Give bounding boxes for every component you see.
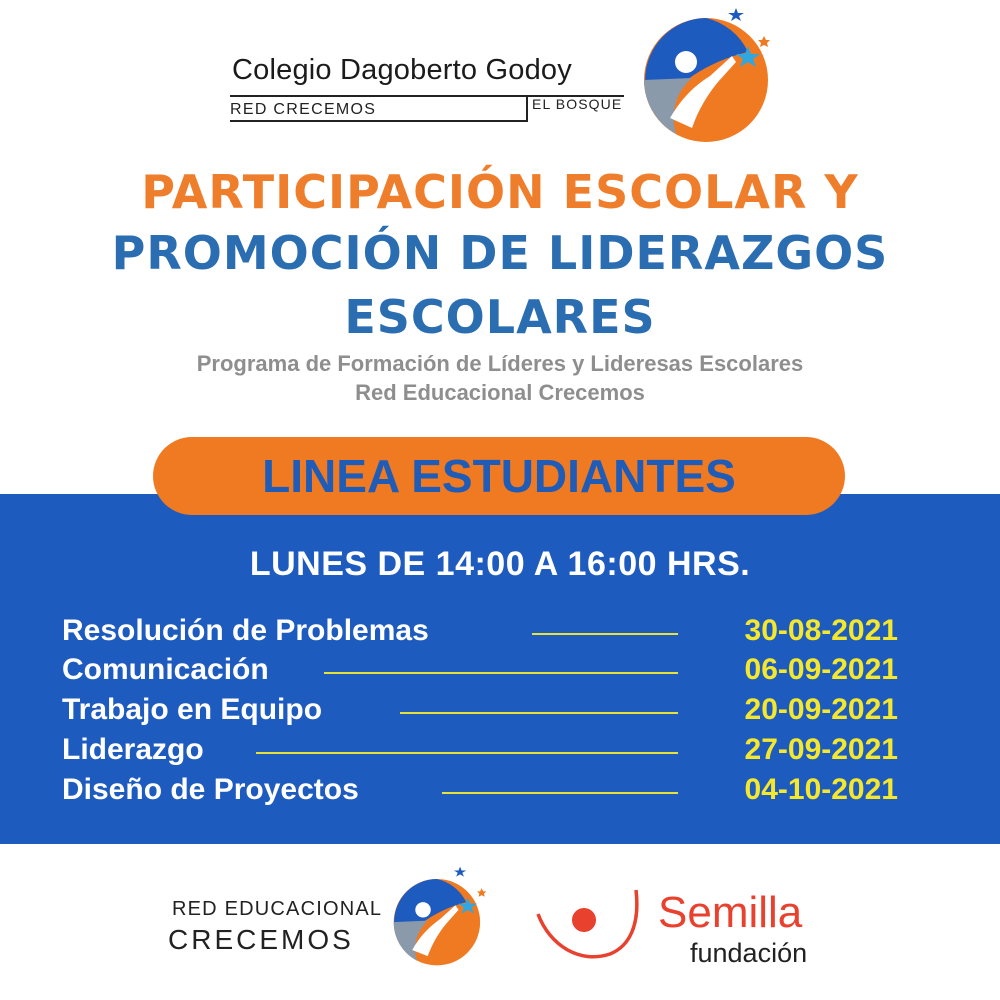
- session-name: Trabajo en Equipo: [62, 693, 323, 726]
- session-leader-line: [442, 792, 678, 794]
- session-leader-line: [400, 712, 678, 714]
- list-item: [62, 733, 902, 771]
- network-subtitle: Red Educacional Crecemos: [355, 380, 645, 405]
- student-star-logo-icon: [636, 6, 776, 146]
- title-line-3: ESCOLARES: [344, 290, 656, 344]
- school-name: Colegio Dagoberto Godoy: [232, 54, 572, 86]
- semilla-seed-icon: [536, 884, 656, 970]
- session-name: Comunicación: [62, 653, 269, 686]
- district-label: EL BOSQUE: [532, 96, 623, 112]
- session-date: 27-09-2021: [744, 733, 898, 766]
- student-star-logo-icon: [386, 860, 494, 972]
- session-date: 20-09-2021: [744, 693, 898, 726]
- session-date: 04-10-2021: [744, 773, 898, 806]
- partner-subtitle: fundación: [690, 938, 808, 968]
- network-label: RED CRECEMOS: [230, 101, 377, 118]
- title-line-2: PROMOCIÓN DE LIDERAZGOS: [111, 226, 889, 280]
- header-divider-tick: [526, 95, 528, 122]
- session-date: 06-09-2021: [744, 653, 898, 686]
- session-date: 30-08-2021: [744, 614, 898, 647]
- partner-name: Semilla: [658, 888, 803, 937]
- session-leader-line: [532, 633, 678, 635]
- session-name: Liderazgo: [62, 733, 204, 766]
- title-line-1: PARTICIPACIÓN ESCOLAR Y: [141, 165, 859, 219]
- header-divider-bottom: [230, 120, 528, 122]
- session-name: Resolución de Problemas: [62, 614, 429, 647]
- footer-network-top: RED EDUCACIONAL: [172, 898, 383, 920]
- banner-pill: LINEA ESTUDIANTES: [153, 437, 845, 515]
- list-item: [62, 773, 902, 811]
- list-item: [62, 693, 902, 731]
- schedule-text: LUNES DE 14:00 A 16:00 HRS.: [249, 545, 751, 583]
- footer-network-bottom: CRECEMOS: [168, 924, 354, 955]
- session-leader-line: [256, 752, 678, 754]
- session-name: Diseño de Proyectos: [62, 773, 359, 806]
- session-leader-line: [324, 672, 678, 674]
- program-subtitle: Programa de Formación de Líderes y Lideresas Escolares: [196, 351, 804, 376]
- header: [0, 0, 1000, 150]
- list-item: [62, 614, 902, 652]
- list-item: [62, 653, 902, 691]
